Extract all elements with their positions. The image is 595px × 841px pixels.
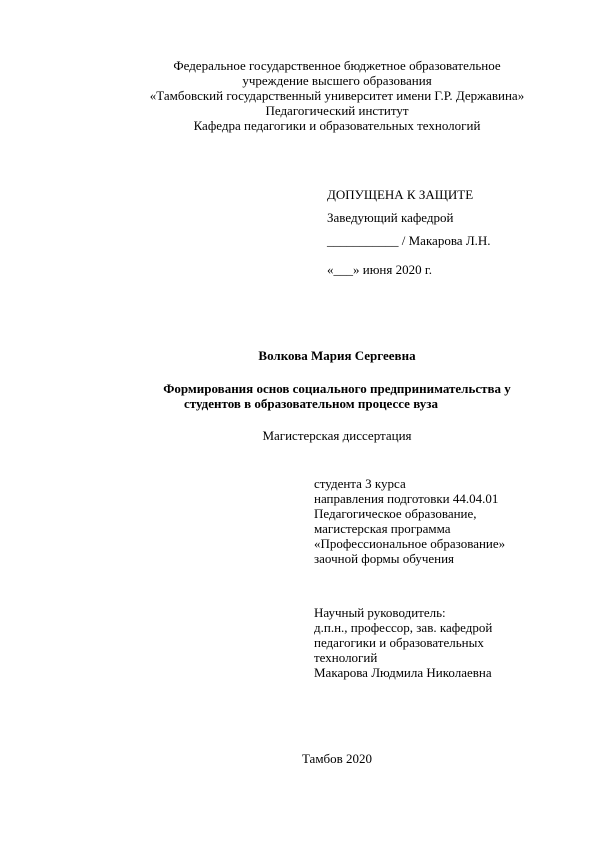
student-line-4: магистерская программа xyxy=(314,521,451,536)
header-line-1: Федеральное государственное бюджетное образовательное xyxy=(173,58,501,73)
city-year: Тамбов 2020 xyxy=(301,751,373,766)
advisor-line-5: Макарова Людмила Николаевна xyxy=(314,665,492,680)
advisor-info-block xyxy=(314,605,574,680)
header-line-2: учреждение высшего образования xyxy=(242,73,432,88)
student-line-1: студента 3 курса xyxy=(314,476,406,491)
thesis-type: Магистерская диссертация xyxy=(262,428,412,443)
student-line-2: направления подготовки 44.04.01 xyxy=(314,491,499,506)
student-line-6: заочной формы обучения xyxy=(314,551,455,566)
approval-status: ДОПУЩЕНА К ЗАЩИТЕ xyxy=(327,187,474,202)
student-line-5: «Профессиональное образование» xyxy=(314,536,506,551)
approval-signature-line: ___________ / Макарова Л.Н. xyxy=(327,233,491,248)
student-line-3: Педагогическое образование, xyxy=(314,506,477,521)
advisor-line-2: д.п.н., профессор, зав. кафедрой xyxy=(314,620,493,635)
author-name: Волкова Мария Сергеевна xyxy=(258,348,416,363)
header-line-5: Кафедра педагогики и образовательных технологий xyxy=(193,118,481,133)
header-line-4: Педагогический институт xyxy=(265,103,409,118)
thesis-title-line-1: Формирования основ социального предпринимательства у xyxy=(163,381,511,396)
approval-date-line: «___» июня 2020 г. xyxy=(327,262,432,277)
header-line-3: «Тамбовский государственный университет имени Г.Р. Державина» xyxy=(149,88,525,103)
institution-header xyxy=(100,58,574,133)
student-info-block xyxy=(314,476,574,566)
approval-block xyxy=(327,187,577,277)
thesis-title-line-2: студентов в образовательном процессе вуза xyxy=(184,396,439,411)
approval-role: Заведующий кафедрой xyxy=(327,210,454,225)
advisor-line-1: Научный руководитель: xyxy=(314,605,446,620)
advisor-line-4: технологий xyxy=(314,650,378,665)
thesis-title xyxy=(100,381,574,411)
advisor-line-3: педагогики и образовательных xyxy=(314,635,484,650)
